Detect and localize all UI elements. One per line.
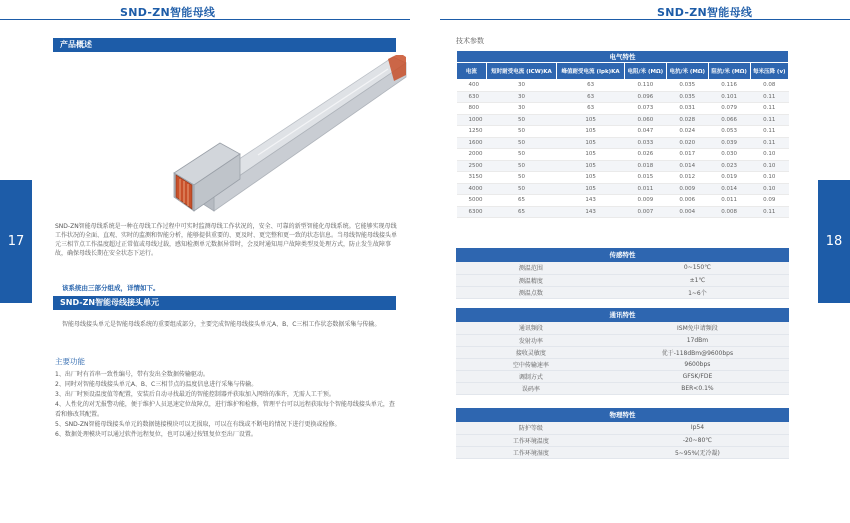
table-cell: 0.047 bbox=[624, 126, 666, 138]
table-cell: 6300 bbox=[457, 206, 487, 218]
sensor-row bbox=[456, 274, 789, 286]
table-cell: 1000 bbox=[457, 114, 487, 126]
electrical-row bbox=[457, 160, 789, 172]
table-cell: 0.004 bbox=[666, 206, 708, 218]
table-cell: BER<0.1% bbox=[606, 382, 789, 394]
functions-heading: 主要功能 bbox=[55, 357, 85, 366]
table-cell: 0.014 bbox=[666, 160, 708, 172]
sensor-table bbox=[456, 248, 789, 299]
table-cell: 0.018 bbox=[624, 160, 666, 172]
table-cell: 测温点数 bbox=[456, 286, 606, 298]
table-cell: 3150 bbox=[457, 172, 487, 184]
table-cell: 143 bbox=[557, 195, 625, 207]
functions-list bbox=[55, 370, 400, 440]
comm-row bbox=[456, 358, 789, 370]
table-cell: 63 bbox=[557, 91, 625, 103]
comm-table bbox=[456, 308, 789, 395]
electrical-row bbox=[457, 91, 789, 103]
table-cell: 30 bbox=[486, 80, 557, 92]
physical-title: 物理特性 bbox=[456, 408, 789, 422]
table-cell: 1600 bbox=[457, 137, 487, 149]
table-cell: 105 bbox=[557, 183, 625, 195]
table-cell: 0.024 bbox=[666, 126, 708, 138]
function-item: 4、人性化的对无报警功能，便于维护人员迅速定位故障点，进行维护和检修，管理平台可以远程获取每个智能母线接头单元，查看和修改其配置。 bbox=[55, 401, 395, 418]
table-cell: 测温范围 bbox=[456, 262, 606, 274]
table-cell: 50 bbox=[486, 137, 557, 149]
electrical-row bbox=[457, 149, 789, 161]
comm-row bbox=[456, 382, 789, 394]
table-cell: 0.09 bbox=[750, 195, 788, 207]
table-cell: 0.030 bbox=[708, 149, 750, 161]
table-cell: 0.060 bbox=[624, 114, 666, 126]
table-cell: 0.006 bbox=[666, 195, 708, 207]
electrical-row bbox=[457, 183, 789, 195]
electrical-row bbox=[457, 126, 789, 138]
table-cell: 0.110 bbox=[624, 80, 666, 92]
sensor-title: 传感特性 bbox=[456, 248, 789, 262]
system-note: 该系统由三部分组成，详情如下。 bbox=[62, 284, 160, 292]
col-header: 阻抗/米 (MΩ) bbox=[708, 63, 750, 80]
table-cell: 50 bbox=[486, 172, 557, 184]
table-cell: 105 bbox=[557, 126, 625, 138]
table-cell: 0.009 bbox=[624, 195, 666, 207]
table-cell: 0.035 bbox=[666, 91, 708, 103]
table-cell: ±1℃ bbox=[606, 274, 789, 286]
table-cell: 0.017 bbox=[666, 149, 708, 161]
table-cell: 工作环境温度 bbox=[456, 434, 606, 446]
table-cell: 63 bbox=[557, 103, 625, 115]
table-cell: 0.10 bbox=[750, 160, 788, 172]
table-cell: 0.020 bbox=[666, 137, 708, 149]
function-item: 3、出厂时预设温度值等配置，安装后自动寻找最近的智能控制器并获取加入网络的准许，无需人工干预。 bbox=[55, 391, 335, 398]
table-cell: 0.08 bbox=[750, 80, 788, 92]
table-cell: 30 bbox=[486, 103, 557, 115]
physical-row bbox=[456, 446, 789, 458]
comm-title: 通讯特性 bbox=[456, 308, 789, 322]
table-cell: 105 bbox=[557, 160, 625, 172]
table-cell: 105 bbox=[557, 149, 625, 161]
table-cell: 0.033 bbox=[624, 137, 666, 149]
table-cell: 65 bbox=[486, 195, 557, 207]
table-cell: 63 bbox=[557, 80, 625, 92]
table-cell: 0.11 bbox=[750, 114, 788, 126]
table-cell: 通讯频段 bbox=[456, 322, 606, 334]
table-cell: 5000 bbox=[457, 195, 487, 207]
overview-title: 产品概述 bbox=[53, 38, 396, 52]
table-cell: 0.014 bbox=[708, 183, 750, 195]
table-cell: 0.028 bbox=[666, 114, 708, 126]
function-item: 5、SND-ZN智能母线接头单元的数据链接模块可以无损取，可以在有线或不断电的情况下进行更换或检修。 bbox=[55, 421, 341, 428]
table-cell: 防护等级 bbox=[456, 422, 606, 434]
table-cell: 0.031 bbox=[666, 103, 708, 115]
sensor-row bbox=[456, 286, 789, 298]
table-cell: 发射功率 bbox=[456, 334, 606, 346]
table-cell: 调制方式 bbox=[456, 370, 606, 382]
joint-unit-text: 智能母线接头单元是智能母线系统的重要组成部分，主要完成智能母线接头单元A、B、C三相工作状态数据采集与传输。 bbox=[62, 321, 381, 328]
table-cell: 0.019 bbox=[708, 172, 750, 184]
electrical-row bbox=[457, 137, 789, 149]
table-cell: 误码率 bbox=[456, 382, 606, 394]
table-cell: 105 bbox=[557, 172, 625, 184]
table-cell: 50 bbox=[486, 149, 557, 161]
table-cell: 0.079 bbox=[708, 103, 750, 115]
table-cell: 测温精度 bbox=[456, 274, 606, 286]
col-header: 短时耐受电流 (ICW)KA bbox=[486, 63, 557, 80]
table-cell: 0.026 bbox=[624, 149, 666, 161]
col-header: 电流 bbox=[457, 63, 487, 80]
table-cell: 0.11 bbox=[750, 103, 788, 115]
electrical-title: 电气特性 bbox=[457, 51, 789, 63]
physical-row bbox=[456, 434, 789, 446]
header-rule-right bbox=[440, 19, 850, 20]
table-cell: 0.053 bbox=[708, 126, 750, 138]
table-cell: 143 bbox=[557, 206, 625, 218]
table-cell: 0.11 bbox=[750, 126, 788, 138]
electrical-row bbox=[457, 114, 789, 126]
table-cell: 0.11 bbox=[750, 137, 788, 149]
tech-params-label: 技术参数 bbox=[456, 37, 484, 45]
header-title-left: SND-ZN智能母线 bbox=[120, 6, 216, 19]
function-item: 1、出厂时有首串一致性编号，带有发出全数据传输驱动。 bbox=[55, 371, 209, 378]
electrical-row bbox=[457, 103, 789, 115]
table-cell: 30 bbox=[486, 91, 557, 103]
table-cell: 0.11 bbox=[750, 91, 788, 103]
table-cell: 0.035 bbox=[666, 80, 708, 92]
header-rule-left bbox=[0, 19, 410, 20]
table-cell: -20~80℃ bbox=[606, 434, 789, 446]
table-cell: 接收灵敏度 bbox=[456, 346, 606, 358]
table-cell: 0.008 bbox=[708, 206, 750, 218]
table-cell: 0.011 bbox=[624, 183, 666, 195]
table-cell: 工作环境湿度 bbox=[456, 446, 606, 458]
table-cell: 空中传输速率 bbox=[456, 358, 606, 370]
joint-unit-title: SND-ZN智能母线接头单元 bbox=[53, 296, 396, 310]
table-cell: 0.073 bbox=[624, 103, 666, 115]
table-cell: 2000 bbox=[457, 149, 487, 161]
table-cell: 0.066 bbox=[708, 114, 750, 126]
table-cell: 0~150℃ bbox=[606, 262, 789, 274]
table-cell: 800 bbox=[457, 103, 487, 115]
table-cell: 105 bbox=[557, 137, 625, 149]
table-cell: 0.011 bbox=[708, 195, 750, 207]
col-header: 电阻/米 (MΩ) bbox=[624, 63, 666, 80]
table-cell: GFSK/FDE bbox=[606, 370, 789, 382]
comm-row bbox=[456, 322, 789, 334]
table-cell: Ip54 bbox=[606, 422, 789, 434]
table-cell: 0.012 bbox=[666, 172, 708, 184]
table-cell: 105 bbox=[557, 114, 625, 126]
electrical-row bbox=[457, 206, 789, 218]
table-cell: 0.015 bbox=[624, 172, 666, 184]
table-cell: 0.023 bbox=[708, 160, 750, 172]
page-number-right: 18 bbox=[818, 180, 850, 303]
table-cell: 0.10 bbox=[750, 172, 788, 184]
table-cell: 0.11 bbox=[750, 206, 788, 218]
col-header: 峰值耐受电流 (Ipk)KA bbox=[557, 63, 625, 80]
table-cell: 5~95%(无冷凝) bbox=[606, 446, 789, 458]
table-cell: 50 bbox=[486, 126, 557, 138]
sensor-row bbox=[456, 262, 789, 274]
physical-table bbox=[456, 408, 789, 459]
comm-row bbox=[456, 370, 789, 382]
table-cell: 0.096 bbox=[624, 91, 666, 103]
table-cell: ISM免申请频段 bbox=[606, 322, 789, 334]
busbar-product-image bbox=[88, 55, 408, 215]
table-cell: 0.101 bbox=[708, 91, 750, 103]
header-title-right: SND-ZN智能母线 bbox=[657, 6, 753, 19]
table-cell: 400 bbox=[457, 80, 487, 92]
table-cell: 2500 bbox=[457, 160, 487, 172]
table-cell: 0.009 bbox=[666, 183, 708, 195]
table-cell: 0.007 bbox=[624, 206, 666, 218]
table-cell: 9600bps bbox=[606, 358, 789, 370]
comm-row bbox=[456, 346, 789, 358]
table-cell: 630 bbox=[457, 91, 487, 103]
table-cell: 50 bbox=[486, 114, 557, 126]
table-cell: 0.039 bbox=[708, 137, 750, 149]
table-cell: 50 bbox=[486, 183, 557, 195]
page-number-left: 17 bbox=[0, 180, 32, 303]
table-cell: 0.10 bbox=[750, 183, 788, 195]
table-cell: 0.116 bbox=[708, 80, 750, 92]
electrical-row bbox=[457, 80, 789, 92]
table-cell: 1250 bbox=[457, 126, 487, 138]
table-cell: 4000 bbox=[457, 183, 487, 195]
table-cell: 0.10 bbox=[750, 149, 788, 161]
physical-row bbox=[456, 422, 789, 434]
table-cell: 50 bbox=[486, 160, 557, 172]
table-cell: 优于-118dBm@9600bps bbox=[606, 346, 789, 358]
comm-row bbox=[456, 334, 789, 346]
table-cell: 65 bbox=[486, 206, 557, 218]
electrical-table bbox=[456, 50, 789, 218]
electrical-row bbox=[457, 195, 789, 207]
table-cell: 17dBm bbox=[606, 334, 789, 346]
function-item: 2、同时对智能母线接头单元A、B、C三相节点的温度信息进行采集与传输。 bbox=[55, 381, 258, 388]
table-cell: 1~6个 bbox=[606, 286, 789, 298]
electrical-row bbox=[457, 172, 789, 184]
col-header: 电抗/米 (MΩ) bbox=[666, 63, 708, 80]
overview-text: SND-ZN智能母线系统是一种在母线工作过程中可实时监测母线工作状况的，安全、可靠的新型智能化母线系统。它能够实现母线工作状况的全面、直观、实时的监测和智能分析，能够提供重要的、更及时、更完整和更一致的状态信息。当母线智能母线接头单元三相节点工作温度超过正常值或母线过载，感知检测单元数据异常时，会及时通知用户故障类型及处理方式，防止发生故障事故，确保母线长期在安全状态下运行。 bbox=[55, 223, 398, 257]
function-item: 6、数据处理模块可以通过软件远程复位，也可以通过按钮复位至出厂设置。 bbox=[55, 431, 257, 438]
col-header: 每米压降 (v) bbox=[750, 63, 788, 80]
